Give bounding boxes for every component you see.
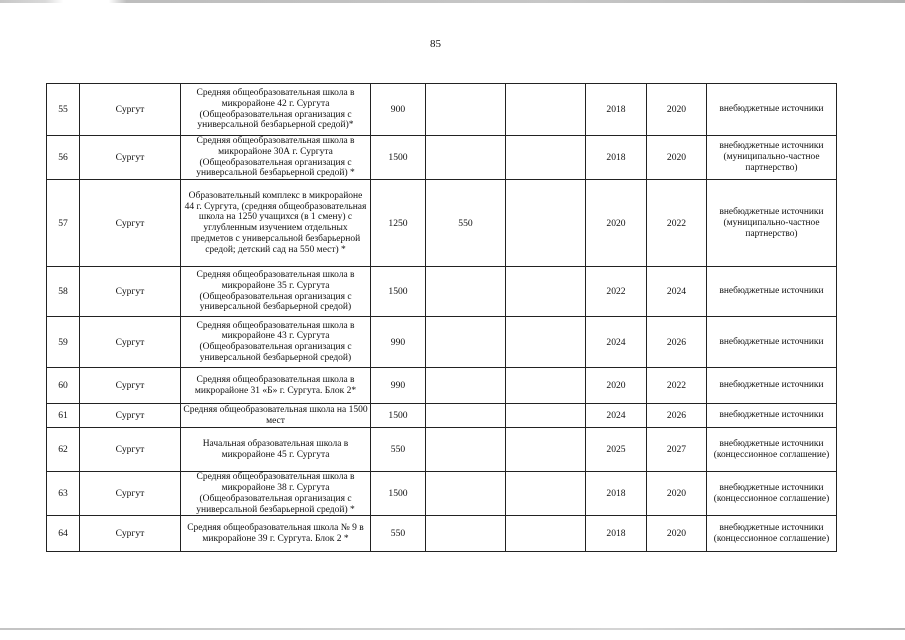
table-row [47, 368, 837, 404]
facility-name-cell: Средняя общеобразовательная школа в микрорайоне 43 г. Сургута (Общеобразовательная организация с универсальной безбарьерной средой) [181, 317, 371, 368]
table-row [47, 180, 837, 267]
end-year-cell: 2024 [647, 267, 707, 317]
facilities-table [46, 83, 837, 552]
capacity-cell: 550 [371, 516, 426, 552]
city-cell: Сургут [80, 317, 181, 368]
funding-source-cell: внебюджетные источники [707, 267, 837, 317]
table-row [47, 404, 837, 428]
facility-name-cell: Средняя общеобразовательная школа в микрорайоне 38 г. Сургута (Общеобразовательная организация с универсальной безбарьерной средой) * [181, 472, 371, 516]
table-row [47, 317, 837, 368]
city-cell: Сургут [80, 404, 181, 428]
end-year-cell: 2026 [647, 404, 707, 428]
start-year-cell: 2020 [586, 368, 647, 404]
city-cell: Сургут [80, 136, 181, 180]
additional-capacity-cell: 550 [426, 180, 506, 267]
empty-cell [506, 84, 586, 136]
end-year-cell: 2026 [647, 317, 707, 368]
empty-cell [506, 136, 586, 180]
start-year-cell: 2018 [586, 472, 647, 516]
facility-name-cell: Средняя общеобразовательная школа на 1500 мест [181, 404, 371, 428]
additional-capacity-cell [426, 368, 506, 404]
funding-source-cell: внебюджетные источники (концессионное соглашение) [707, 472, 837, 516]
row-number-cell: 58 [47, 267, 80, 317]
capacity-cell: 1500 [371, 404, 426, 428]
row-number-cell: 59 [47, 317, 80, 368]
empty-cell [506, 368, 586, 404]
row-number-cell: 61 [47, 404, 80, 428]
funding-source-cell: внебюджетные источники [707, 368, 837, 404]
capacity-cell: 990 [371, 317, 426, 368]
end-year-cell: 2020 [647, 516, 707, 552]
start-year-cell: 2025 [586, 428, 647, 472]
funding-source-cell: внебюджетные источники (муниципально-частное партнерство) [707, 180, 837, 267]
facility-name-cell: Средняя общеобразовательная школа в микрорайоне 35 г. Сургута (Общеобразовательная организация с универсальной безбарьерной средой) [181, 267, 371, 317]
funding-source-cell: внебюджетные источники [707, 84, 837, 136]
empty-cell [506, 267, 586, 317]
facility-name-cell: Начальная образовательная школа в микрорайоне 45 г. Сургута [181, 428, 371, 472]
facility-name-cell: Средняя общеобразовательная школа в микрорайоне 30А г. Сургута (Общеобразовательная организация с универсальной безбарьерной средой) * [181, 136, 371, 180]
funding-source-cell: внебюджетные источники (муниципально-частное партнерство) [707, 136, 837, 180]
empty-cell [506, 317, 586, 368]
capacity-cell: 1500 [371, 267, 426, 317]
row-number-cell: 60 [47, 368, 80, 404]
table-row [47, 84, 837, 136]
city-cell: Сургут [80, 84, 181, 136]
table-row [47, 516, 837, 552]
additional-capacity-cell [426, 516, 506, 552]
funding-source-cell: внебюджетные источники (концессионное соглашение) [707, 428, 837, 472]
end-year-cell: 2020 [647, 136, 707, 180]
additional-capacity-cell [426, 84, 506, 136]
city-cell: Сургут [80, 368, 181, 404]
capacity-cell: 990 [371, 368, 426, 404]
start-year-cell: 2024 [586, 404, 647, 428]
row-number-cell: 56 [47, 136, 80, 180]
row-number-cell: 62 [47, 428, 80, 472]
start-year-cell: 2020 [586, 180, 647, 267]
additional-capacity-cell [426, 404, 506, 428]
row-number-cell: 63 [47, 472, 80, 516]
start-year-cell: 2024 [586, 317, 647, 368]
end-year-cell: 2027 [647, 428, 707, 472]
start-year-cell: 2018 [586, 516, 647, 552]
funding-source-cell: внебюджетные источники (концессионное соглашение) [707, 516, 837, 552]
city-cell: Сургут [80, 180, 181, 267]
city-cell: Сургут [80, 516, 181, 552]
facility-name-cell: Средняя общеобразовательная школа № 9 в микрорайоне 39 г. Сургута. Блок 2 * [181, 516, 371, 552]
table-row [47, 428, 837, 472]
table-row [47, 267, 837, 317]
empty-cell [506, 472, 586, 516]
end-year-cell: 2022 [647, 368, 707, 404]
additional-capacity-cell [426, 472, 506, 516]
capacity-cell: 1500 [371, 136, 426, 180]
row-number-cell: 55 [47, 84, 80, 136]
empty-cell [506, 180, 586, 267]
facility-name-cell: Образовательный комплекс в микрорайоне 44 г. Сургута, (средняя общеобразовательная школа на 1250 учащихся (в 1 смену) с углубленным изучением отдельных предметов с универсальной безбарьерной средой; детский сад на 550 мест) * [181, 180, 371, 267]
funding-source-cell: внебюджетные источники [707, 404, 837, 428]
city-cell: Сургут [80, 428, 181, 472]
city-cell: Сургут [80, 267, 181, 317]
row-number-cell: 57 [47, 180, 80, 267]
row-number-cell: 64 [47, 516, 80, 552]
page-number: 85 [430, 38, 441, 50]
empty-cell [506, 516, 586, 552]
empty-cell [506, 404, 586, 428]
funding-source-cell: внебюджетные источники [707, 317, 837, 368]
additional-capacity-cell [426, 136, 506, 180]
capacity-cell: 1500 [371, 472, 426, 516]
end-year-cell: 2020 [647, 472, 707, 516]
start-year-cell: 2022 [586, 267, 647, 317]
end-year-cell: 2022 [647, 180, 707, 267]
end-year-cell: 2020 [647, 84, 707, 136]
facility-name-cell: Средняя общеобразовательная школа в микрорайоне 31 «Б» г. Сургута. Блок 2* [181, 368, 371, 404]
start-year-cell: 2018 [586, 136, 647, 180]
empty-cell [506, 428, 586, 472]
facility-name-cell: Средняя общеобразовательная школа в микрорайоне 42 г. Сургута (Общеобразовательная организация с универсальной безбарьерной средой)* [181, 84, 371, 136]
additional-capacity-cell [426, 317, 506, 368]
scan-edge-top [0, 0, 905, 3]
table-row [47, 136, 837, 180]
capacity-cell: 1250 [371, 180, 426, 267]
additional-capacity-cell [426, 267, 506, 317]
capacity-cell: 900 [371, 84, 426, 136]
table-row [47, 472, 837, 516]
capacity-cell: 550 [371, 428, 426, 472]
city-cell: Сургут [80, 472, 181, 516]
start-year-cell: 2018 [586, 84, 647, 136]
additional-capacity-cell [426, 428, 506, 472]
scan-edge-bottom [0, 628, 905, 630]
